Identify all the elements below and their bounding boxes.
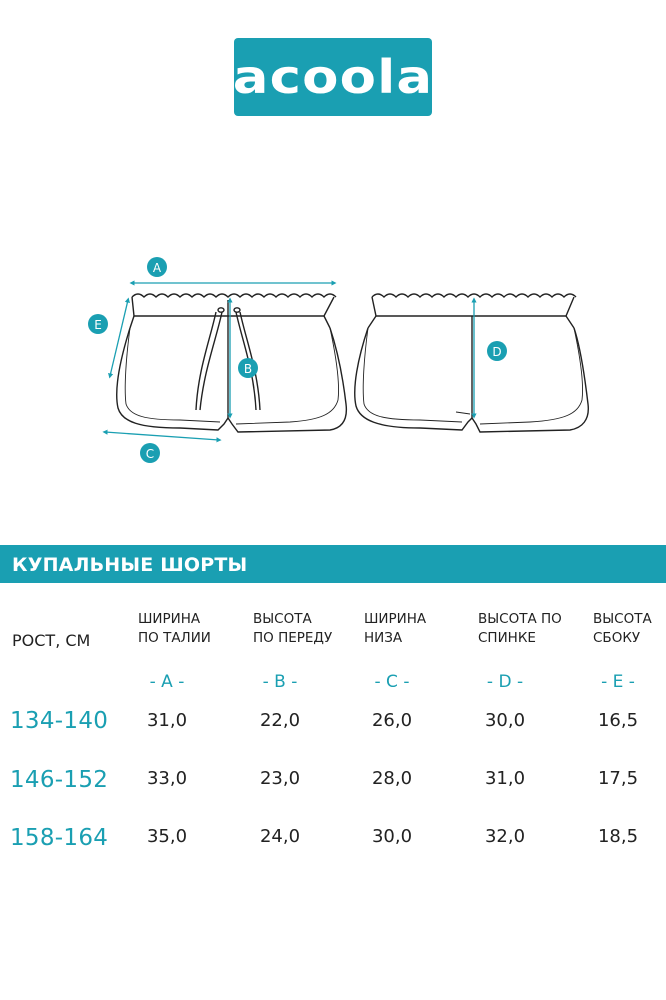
table-cell: 28,0	[371, 768, 413, 789]
brand-logo-text: acoola	[232, 50, 434, 104]
measurement-label-c	[140, 443, 160, 463]
table-cell: 18,5	[597, 826, 639, 847]
column-letter-a: - A -	[149, 672, 185, 692]
svg-text:E: E	[94, 318, 102, 332]
table-cell: 31,0	[146, 710, 188, 731]
table-cell: 30,0	[484, 710, 526, 731]
svg-text:D: D	[492, 345, 502, 359]
measurement-label-d	[487, 341, 507, 361]
table-cell: 17,5	[597, 768, 639, 789]
table-cell: 35,0	[146, 826, 188, 847]
section-title: КУПАЛЬНЫЕ ШОРТЫ	[12, 554, 248, 576]
measurement-label-e	[88, 314, 108, 334]
front-view-drawing	[117, 294, 347, 432]
shorts-measurement-diagram	[0, 240, 666, 480]
brand-logo	[234, 38, 432, 116]
svg-text:C: C	[145, 447, 155, 461]
table-cell: 24,0	[259, 826, 301, 847]
table-cell: 31,0	[484, 768, 526, 789]
row-label-height: 146-152	[10, 767, 109, 793]
column-header-waist-width: ШИРИНА ПО ТАЛИИ	[138, 611, 211, 646]
table-cell: 22,0	[259, 710, 301, 731]
column-header-back-height: ВЫСОТА ПО СПИНКЕ	[478, 611, 562, 646]
column-letter-e: - E -	[601, 672, 635, 692]
table-cell: 30,0	[371, 826, 413, 847]
row-header-height: РОСТ, СМ	[12, 631, 91, 650]
column-letter-b: - B -	[262, 672, 298, 692]
table-cell: 16,5	[597, 710, 639, 731]
back-view-drawing	[355, 294, 589, 432]
row-label-height: 134-140	[10, 708, 109, 734]
measurement-lines	[105, 283, 474, 440]
svg-text:B: B	[243, 362, 253, 376]
table-cell: 32,0	[484, 826, 526, 847]
section-title-bar	[0, 545, 666, 583]
table-cell: 23,0	[259, 768, 301, 789]
column-header-side-height: ВЫСОТА СБОКУ	[593, 611, 652, 646]
column-header-front-height: ВЫСОТА ПО ПЕРЕДУ	[253, 611, 333, 646]
table-cell: 26,0	[371, 710, 413, 731]
row-label-height: 158-164	[10, 825, 109, 851]
measurement-label-b	[238, 358, 258, 378]
column-letter-c: - C -	[374, 672, 410, 692]
column-header-hem-width: ШИРИНА НИЗА	[364, 611, 427, 646]
measurement-label-a	[147, 257, 167, 277]
table-cell: 33,0	[146, 768, 188, 789]
svg-text:A: A	[152, 261, 162, 275]
column-letter-d: - D -	[486, 672, 524, 692]
